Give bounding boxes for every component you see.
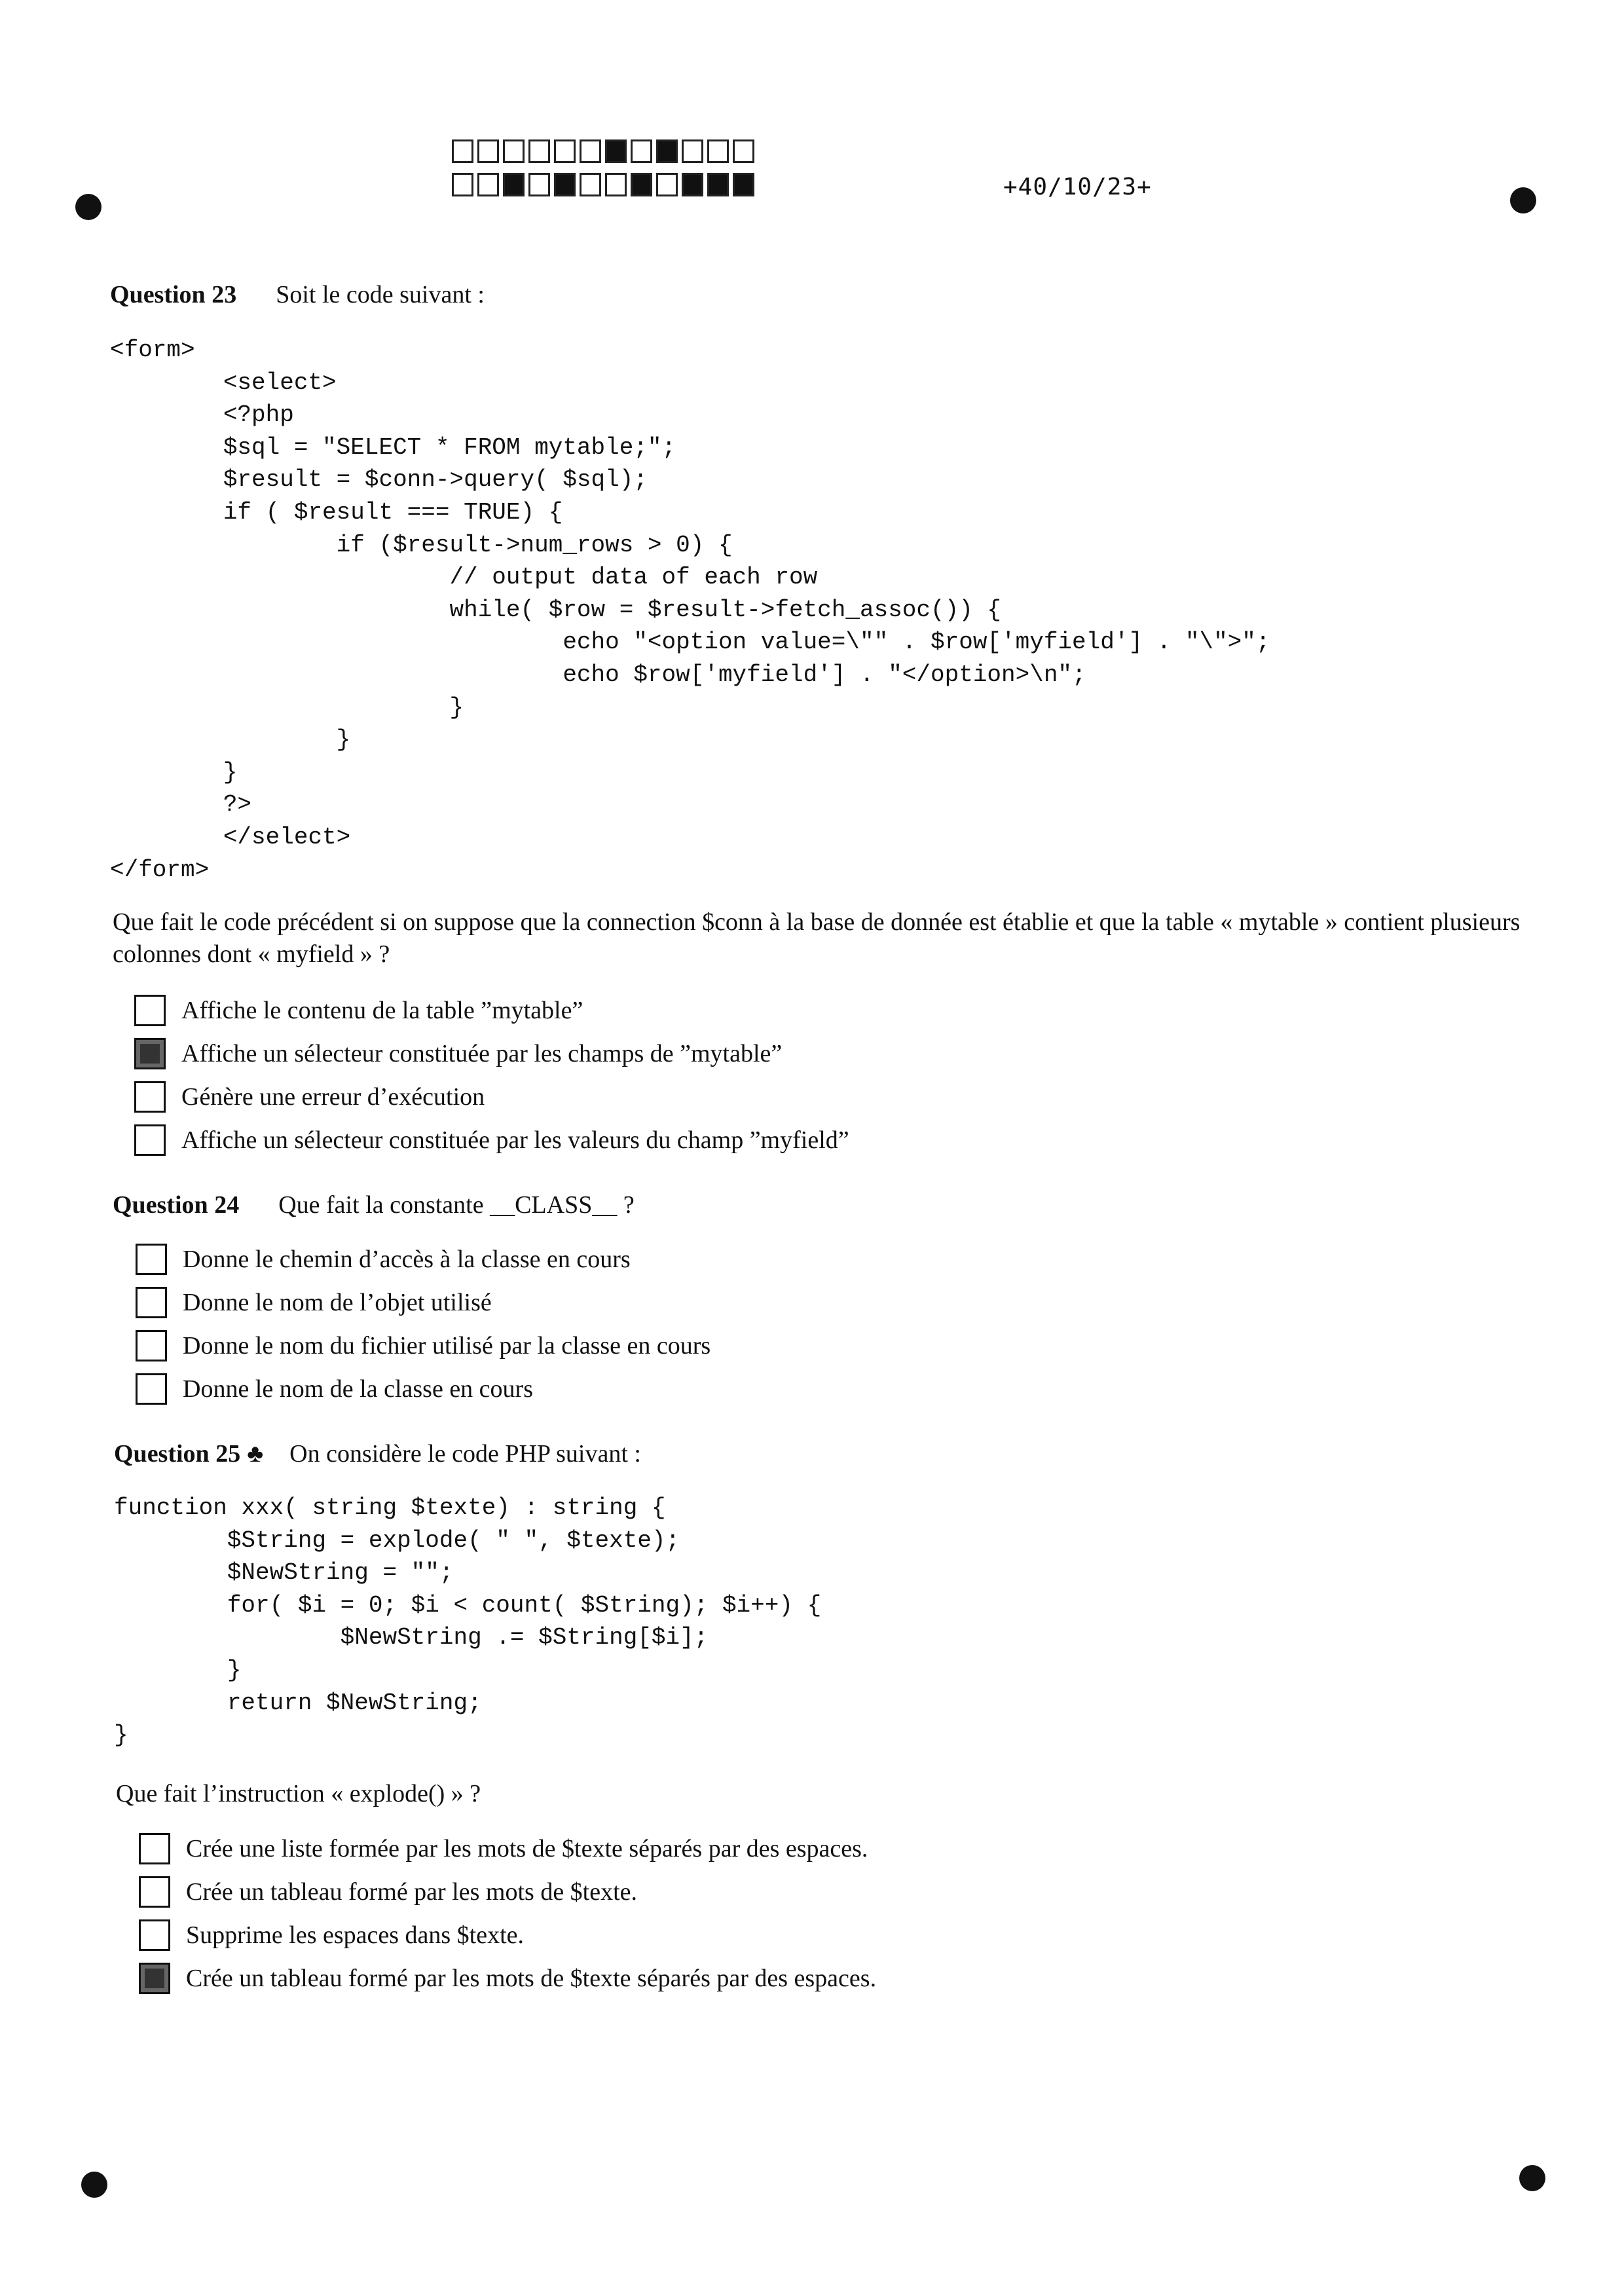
question-24-answer-1[interactable] (136, 1238, 710, 1281)
answer-label: Affiche un sélecteur constituée par les valeurs du champ ”myfield” (181, 1126, 849, 1154)
barcode-cell (503, 139, 525, 163)
barcode-top (452, 139, 758, 163)
barcode-bottom (452, 173, 758, 196)
barcode-cell (682, 173, 703, 196)
question-24-answer-3[interactable] (136, 1324, 710, 1367)
barcode-cell (733, 139, 754, 163)
answer-checkbox[interactable] (134, 1081, 166, 1113)
question-23-header (110, 280, 485, 309)
question-25-text: Que fait l’instruction « explode() » ? (116, 1780, 481, 1807)
question-23-text: Que fait le code précédent si on suppose que la connection $conn à la base de donnée est établie et que la table « mytable » contient plusieurs colonnes dont « myfield » ? (113, 908, 1521, 968)
barcode-cell (554, 139, 576, 163)
answer-checkbox[interactable] (134, 1038, 166, 1069)
barcode-cell (656, 139, 678, 163)
answer-label: Donne le nom du fichier utilisé par la classe en cours (183, 1332, 711, 1360)
answer-checkbox[interactable] (136, 1330, 167, 1361)
answer-checkbox[interactable] (136, 1244, 167, 1275)
answer-label: Affiche un sélecteur constituée par les champs de ”mytable” (181, 1040, 783, 1067)
barcode-cell (733, 173, 754, 196)
answer-checkbox[interactable] (139, 1919, 170, 1951)
answer-label: Affiche le contenu de la table ”mytable” (181, 997, 583, 1024)
barcode-cell (554, 173, 576, 196)
question-23-answer-4[interactable] (134, 1119, 849, 1162)
question-23-answer-2[interactable] (134, 1032, 849, 1075)
question-24-answer-4[interactable] (136, 1367, 710, 1411)
answer-label: Supprime les espaces dans $texte. (186, 1921, 525, 1949)
question-25-answer-1[interactable] (139, 1827, 876, 1870)
question-24-answer-2[interactable] (136, 1281, 710, 1324)
barcode-cell (477, 139, 499, 163)
answer-label: Donne le chemin d’accès à la classe en cours (183, 1246, 631, 1273)
answer-checkbox[interactable] (139, 1876, 170, 1908)
answer-label: Donne le nom de la classe en cours (183, 1375, 533, 1403)
question-25-answer-4[interactable] (139, 1957, 876, 2000)
registration-mark-bottom-left (81, 2172, 107, 2198)
barcode-cell (452, 173, 473, 196)
question-25-answer-3[interactable] (139, 1914, 876, 1957)
answer-checkbox[interactable] (134, 995, 166, 1026)
barcode-cell (605, 173, 627, 196)
barcode-cell (656, 173, 678, 196)
barcode-cell (580, 139, 601, 163)
barcode-cell (503, 173, 525, 196)
registration-mark-bottom-right (1519, 2165, 1545, 2191)
answer-checkbox[interactable] (136, 1373, 167, 1405)
question-24-answers (136, 1238, 710, 1411)
question-23-answers (134, 989, 849, 1162)
question-24-title: Question 24 (113, 1191, 240, 1219)
barcode-cell (477, 173, 499, 196)
question-24-header (113, 1191, 635, 1219)
registration-mark-top-right (1510, 187, 1536, 213)
answer-label: Crée un tableau formé par les mots de $texte. (186, 1878, 638, 1906)
barcode-cell (682, 139, 703, 163)
barcode-cell (580, 173, 601, 196)
club-symbol: ♣ (247, 1440, 264, 1468)
answer-checkbox[interactable] (139, 1833, 170, 1864)
page-id-code: +40/10/23+ (1003, 174, 1152, 200)
answer-label: Donne le nom de l’objet utilisé (183, 1289, 492, 1316)
registration-mark-top-left (75, 194, 101, 220)
barcode-cell (528, 139, 550, 163)
question-25-code: function xxx( string $texte) : string { $String = explode( " ", $texte); $NewString = ""; for( $i = 0; $i < count( $String); $i++) { $NewString .= $String[$i]; } return $NewString; } (114, 1494, 822, 1749)
barcode-cell (631, 139, 652, 163)
question-23-answer-3[interactable] (134, 1075, 849, 1119)
question-25-intro: On considère le code PHP suivant : (289, 1440, 641, 1468)
answer-checkbox[interactable] (134, 1124, 166, 1156)
answer-checkbox[interactable] (139, 1963, 170, 1994)
question-25-header (114, 1439, 641, 1468)
question-24-intro: Que fait la constante __CLASS__ ? (278, 1191, 635, 1219)
barcode-cell (452, 139, 473, 163)
barcode-cell (631, 173, 652, 196)
question-23-answer-1[interactable] (134, 989, 849, 1032)
barcode-cell (528, 173, 550, 196)
barcode-cell (707, 139, 729, 163)
question-23-code: <form> <select> <?php $sql = "SELECT * FROM mytable;"; $result = $conn->query( $sql); if ( $result === TRUE) { if ($result->num_rows > 0) { // output data of each row while( $row = $result->fetch_assoc()) { echo "<option value=\"" . $row['myfield'] . "\">"; echo $row['myfield'] . "</option>\n"; } } } ?> </select> </form> (110, 337, 1270, 883)
question-25-answer-2[interactable] (139, 1870, 876, 1914)
answer-label: Crée une liste formée par les mots de $texte séparés par des espaces. (186, 1835, 868, 1862)
question-25-title: Question 25 (114, 1440, 241, 1468)
question-23-title: Question 23 (110, 281, 237, 308)
barcode-cell (707, 173, 729, 196)
barcode-cell (605, 139, 627, 163)
question-25-answers (139, 1827, 876, 2000)
question-23-intro: Soit le code suivant : (276, 281, 485, 308)
answer-checkbox[interactable] (136, 1287, 167, 1318)
answer-label: Génère une erreur d’exécution (181, 1083, 485, 1111)
answer-label: Crée un tableau formé par les mots de $texte séparés par des espaces. (186, 1965, 877, 1992)
